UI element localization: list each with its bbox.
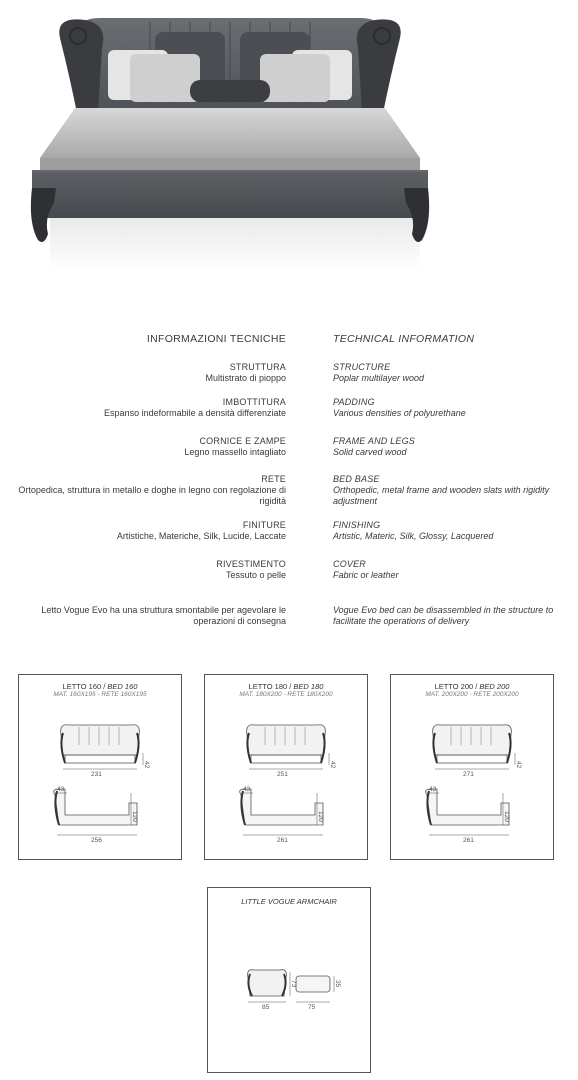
bed-180-drawing — [205, 675, 369, 861]
note-italian: Letto Vogue Evo ha una struttura smontabile per agevolare le operazioni di consegna — [41, 605, 286, 626]
spec-title-en: FRAME AND LEGS — [333, 436, 415, 446]
note-english: Vogue Evo bed can be disassembled in the structure to facilitate the operations of delivery — [333, 605, 554, 626]
side-head-label: 43 — [57, 786, 65, 793]
front-width-label: 271 — [463, 771, 474, 778]
spec-title-it: STRUTTURA — [229, 362, 286, 372]
bed-product-photo — [30, 8, 430, 270]
bed-200-drawing — [391, 675, 555, 861]
side-length-label: 261 — [463, 837, 474, 844]
spec-text-it: Multistrato di pioppo — [205, 373, 286, 383]
bed-200-card — [390, 674, 554, 860]
spec-text-it: Artistiche, Materiche, Silk, Lucide, Laccate — [116, 531, 286, 541]
card-mattress-size: MAT. 180X200 - RETE 180X200 — [239, 691, 333, 698]
card-title: LETTO 200 / BED 200 — [434, 682, 510, 691]
front-height-label: 42 — [515, 761, 522, 769]
spec-title-en: STRUCTURE — [333, 362, 391, 372]
spec-title-en: COVER — [333, 559, 367, 569]
stool-width-label: 75 — [308, 1004, 316, 1011]
front-height-label: 42 — [143, 761, 150, 769]
bed-180-card — [204, 674, 368, 860]
spec-title-it: CORNICE E ZAMPE — [199, 436, 286, 446]
spec-text-it: Espanso indeformabile a densità differenziate — [104, 408, 286, 418]
spec-text-it: Ortopedica, struttura in metallo e doghe in legno con regolazione di rigidità — [18, 485, 286, 506]
spec-text-en: Artistic, Materic, Silk, Glossy, Lacquered — [333, 531, 494, 541]
spec-title-en: PADDING — [333, 397, 375, 407]
bed-160-drawing — [19, 675, 183, 861]
side-head-label: 43 — [243, 786, 251, 793]
spec-title-en: BED BASE — [333, 474, 380, 484]
card-title: LETTO 160 / BED 160 — [62, 682, 138, 691]
heading-italian: INFORMAZIONI TECNICHE — [146, 333, 286, 345]
spec-text-en: Various densities of polyurethane — [333, 408, 466, 418]
card-title: LETTO 180 / BED 180 — [248, 682, 324, 691]
armchair-card — [207, 887, 371, 1073]
spec-text-it: Tessuto o pelle — [225, 570, 286, 580]
spec-text-en: Poplar multilayer wood — [333, 373, 425, 383]
card-mattress-size: MAT. 200X200 - RETE 200X200 — [425, 691, 519, 698]
chair-width-label: 85 — [262, 1004, 270, 1011]
spec-text-en: Solid carved wood — [333, 447, 407, 457]
spec-title-it: RIVESTIMENTO — [216, 559, 286, 569]
side-length-label: 261 — [277, 837, 288, 844]
side-height-label: 120 — [317, 811, 324, 822]
spec-text-it: Legno massello intagliato — [184, 447, 286, 457]
armchair-title: LITTLE VOGUE ARMCHAIR — [241, 897, 337, 906]
spec-title-en: FINISHING — [333, 520, 381, 530]
side-head-label: 43 — [429, 786, 437, 793]
spec-title-it: IMBOTTITURA — [222, 397, 286, 407]
spec-title-it: RETE — [261, 474, 286, 484]
spec-text-en: Fabric or leather — [333, 570, 399, 580]
front-height-label: 42 — [329, 761, 336, 769]
front-width-label: 251 — [277, 771, 288, 778]
armchair-drawing — [208, 888, 372, 1074]
side-height-label: 120 — [503, 811, 510, 822]
stool-height-label: 35 — [334, 980, 341, 988]
heading-english: TECHNICAL INFORMATION — [333, 333, 475, 345]
spec-text-en: Orthopedic, metal frame and wooden slats with rigidity adjustment — [333, 485, 550, 506]
spec-title-it: FINITURE — [242, 520, 286, 530]
card-mattress-size: MAT. 160X195 - RETE 160X195 — [53, 691, 147, 698]
bed-160-card — [18, 674, 182, 860]
side-length-label: 256 — [91, 837, 102, 844]
side-height-label: 120 — [131, 811, 138, 822]
chair-height-label: 73 — [290, 980, 297, 988]
front-width-label: 231 — [91, 771, 102, 778]
